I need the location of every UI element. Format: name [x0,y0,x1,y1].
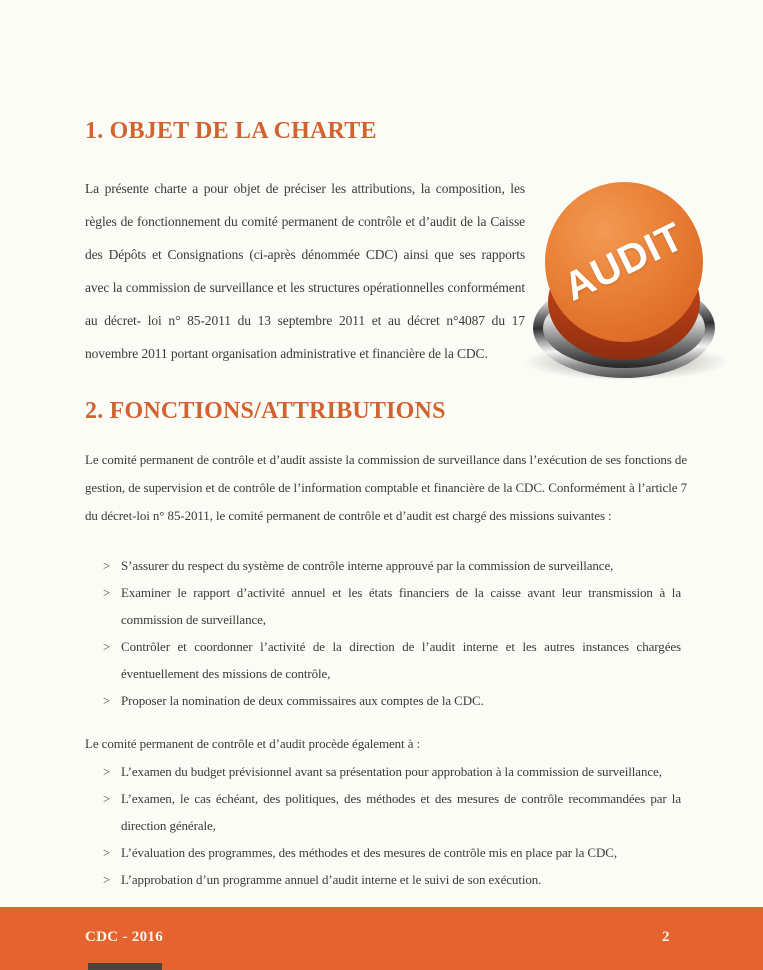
list-item [103,758,681,785]
page-footer [0,907,763,970]
list-item [103,785,681,839]
page-number: 2 [662,929,670,945]
list-item-text: L’évaluation des programmes, des méthodes et des mesures de contrôle mis en place par la CDC, [121,845,617,860]
bullet-marker: > [103,585,111,600]
list-item [103,552,681,579]
footer-document-label: CDC - 2016 [85,929,163,945]
section-2-heading: 2. FONCTIONS/ATTRIBUTIONS [85,398,446,424]
bullet-marker: > [103,639,111,654]
bullet-marker: > [103,764,111,779]
list-item-text: L’examen du budget prévisionnel avant sa présentation pour approbation à la commission de surveillance, [121,764,662,779]
section-1-heading: 1. OBJET DE LA CHARTE [85,118,377,144]
bullet-marker: > [103,791,111,806]
list-item-text: L’examen, le cas échéant, des politiques, des méthodes et des mesures de contrôle recommandées par la direction générale, [121,791,681,833]
audit-button-label: AUDIT [556,213,691,310]
list-item [103,579,681,633]
bullet-marker: > [103,558,111,573]
list-item [103,866,681,893]
list-item-text: S’assurer du respect du système de contrôle interne approuvé par la commission de surveillance, [121,558,614,573]
section-2-second-intro: Le comité permanent de contrôle et d’audit procède également à : [85,736,421,751]
bullet-marker: > [103,845,111,860]
list-item-text: Contrôler et coordonner l’activité de la direction de l’audit interne et les autres instances chargées éventuellement des missions de contrôle, [121,639,681,681]
bullet-marker: > [103,693,111,708]
bullet-marker: > [103,872,111,887]
list-item-text: Examiner le rapport d’activité annuel et les états financiers de la caisse avant leur transmission à la commission de surveillance, [121,585,681,627]
list-item-text: L’approbation d’un programme annuel d’audit interne et le suivi de son exécution. [121,872,542,887]
section-2-intro-paragraph: Le comité permanent de contrôle et d’audit assiste la commission de surveillance dans l’exécution de ses fonctions de gestion, de supervision et de contrôle de l’information comptable et financière de la CDC. Conformément à l’article 7 du décret-loi n° 85-2011, le comité permanent de contrôle et d’audit est chargé des missions suivantes : [85,452,687,523]
list-item [103,839,681,866]
audit-button-illustration [533,178,719,380]
section-1-paragraph: La présente charte a pour objet de préciser les attributions, la composition, les règles de fonctionnement du comité permanent de contrôle et d’audit de la Caisse des Dépôts et Consignations (ci-après dénommée CDC) ainsi que ses rapports avec la commission de surveillance et les structures opérationnelles conformément au décret- loi n° 85-2011 du 13 septembre 2011 et au décret n°4087 du 17 novembre 2011 portant organisation administrative et financière de la CDC. [85,181,525,361]
bottom-edge-mark [88,963,162,970]
missions-list-2 [103,758,681,893]
missions-list-1 [103,552,681,714]
list-item-text: Proposer la nomination de deux commissaires aux comptes de la CDC. [121,693,484,708]
list-item [103,633,681,687]
list-item [103,687,681,714]
